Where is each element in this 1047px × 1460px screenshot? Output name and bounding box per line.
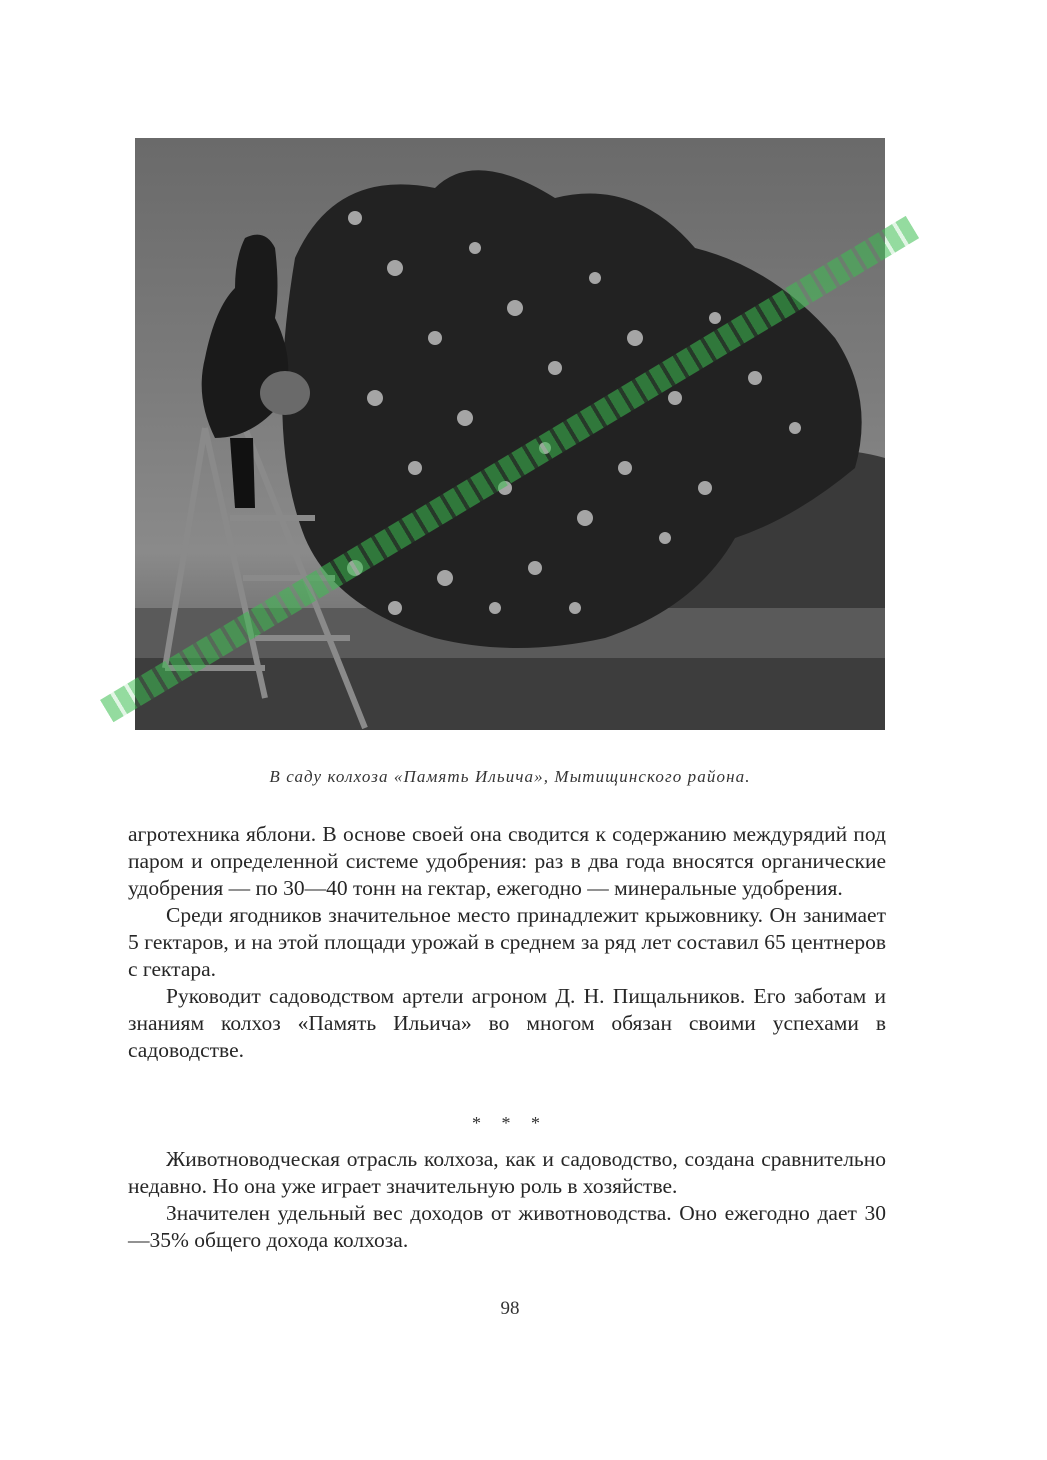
photo-caption: В саду колхоза «Память Ильича», Мытищинского района. (269, 767, 751, 786)
paragraph: Руководит садоводством артели агроном Д. Н. Пищальников. Его заботам и знаниям колхоз «Память Ильича» во многом обязан своими успехами в садоводстве. (128, 984, 886, 1062)
paragraph: агротехника яблони. В основе своей она сводится к содержанию междурядий под паром и определенной системе удобрения: раз в два года вносятся органические удобрения — по 30—40 тонн на гектар, ежегодно — минеральные удобрения. (128, 822, 886, 900)
page-number: 98 (500, 1298, 520, 1319)
paragraph: Животноводческая отрасль колхоза, как и садоводство, создана сравнительно недавно. Но она уже играет значительную роль в хозяйстве. (128, 1147, 886, 1198)
paragraph: Среди ягодников значительное место принадлежит крыжовнику. Он занимает 5 гектаров, и на этой площади урожай в среднем за ряд лет составил 65 центнеров с гектара. (128, 903, 886, 981)
paragraph: Значителен удельный вес доходов от животноводства. Оно ежегодно дает 30—35% общего дохода колхоза. (128, 1201, 886, 1252)
section-separator: * * * (472, 1113, 548, 1133)
body-text-top (128, 821, 886, 1064)
apple-tree-photo (135, 138, 885, 730)
photo-illustration (135, 138, 885, 730)
body-text-bottom (128, 1146, 886, 1254)
